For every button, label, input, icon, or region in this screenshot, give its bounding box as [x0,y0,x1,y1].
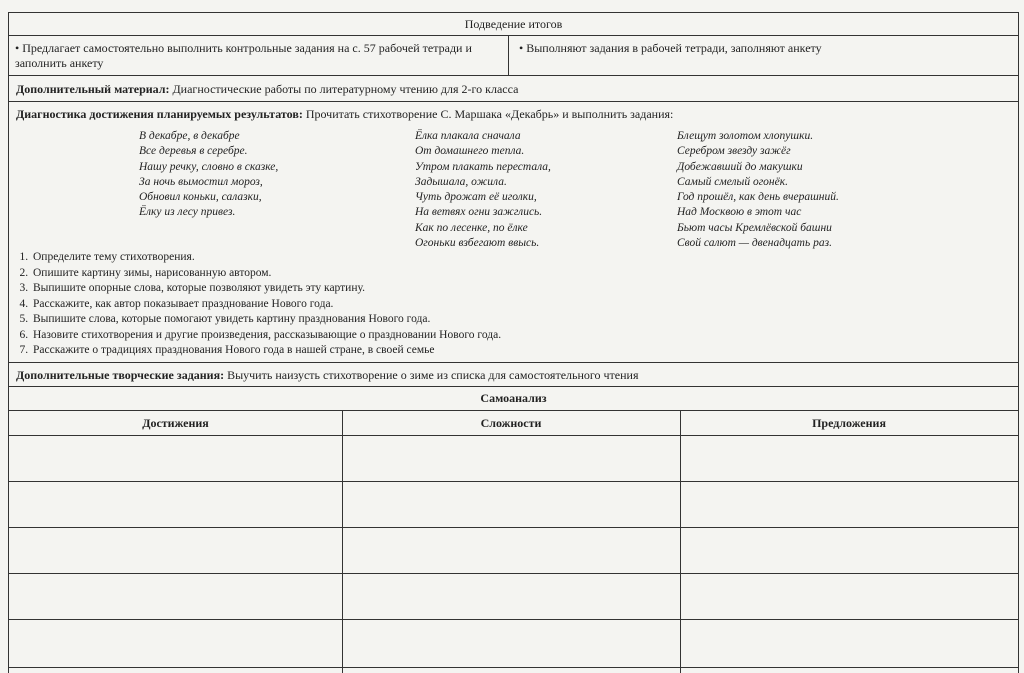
diagnostics-row [8,102,1019,363]
poem-line: Нашу речку, словно в сказке, [139,160,279,173]
poem-line: Обновил коньки, салазки, [139,191,262,204]
poem-line: Ёлку из лесу привез. [139,206,236,219]
poem-line: За ночь вымостил мороз, [139,175,263,188]
poem-column-1 [139,129,278,221]
task-item: 4. Расскажите, как автор показывает празднование Нового года. [31,297,501,313]
poem-line: От домашнего тепла. [415,145,525,158]
self-analysis-title: Самоанализ [480,391,547,405]
table-row-divider [9,667,1018,668]
task-item: 2. Опишите картину зимы, нарисованную автором. [31,266,501,282]
poem-line: Ёлка плакала сначала [415,130,521,142]
lesson-plan-page [8,0,1019,671]
summary-title-row [8,12,1019,36]
teacher-action-text: • Предлагает самостоятельно выполнить контрольные задания на с. 57 рабочей тетради и заполнить анкету [15,41,472,70]
additional-material-text: Диагностические работы по литературному чтению для 2-го класса [169,82,519,96]
table-row-divider [9,573,1018,574]
self-analysis-table [8,411,1019,673]
task-item: 7. Расскажите о традициях празднования Нового года в нашей стране, в своей семье [31,343,501,359]
additional-material-row [8,76,1019,102]
poem-line: Как по лесенке, по ёлке [415,221,528,234]
additional-material-label: Дополнительный материал: [16,82,170,96]
poem-line: Год прошёл, как день вчерашний. [677,191,839,204]
poem-line: Огоньки взбегают ввысь. [415,237,540,250]
poem-line: Над Москвою в этот час [677,206,802,219]
diagnostics-heading [16,107,673,122]
poem-line: Задышала, ожила. [415,175,507,188]
poem-line: На ветвях огни зажглись. [415,206,543,219]
column-divider [342,411,343,673]
column-divider [680,411,681,673]
table-row-divider [9,619,1018,620]
creative-tasks-label: Дополнительные творческие задания: [16,368,225,382]
poem-line: Самый смелый огонёк. [677,175,788,188]
poem-line: Блещут золотом хлопушки. [677,130,814,142]
task-item: 6. Назовите стихотворения и другие произведения, рассказывающие о праздновании Нового года. [31,328,501,344]
column-header-difficulties: Сложности [480,416,542,430]
tasks-list [9,250,501,359]
creative-tasks-text: Выучить наизусть стихотворение о зиме из списка для самостоятельного чтения [224,368,639,382]
poem-column-2 [415,129,551,251]
column-header-suggestions: Предложения [812,416,886,430]
poem-line: Бьют часы Кремлёвской башни [677,221,832,234]
task-item: 1. Определите тему стихотворения. [31,250,501,266]
teacher-action-cell [9,36,509,75]
summary-title: Подведение итогов [464,17,563,31]
task-item: 3. Выпишите опорные слова, которые позволяют увидеть эту картину. [31,281,501,297]
table-row-divider [9,527,1018,528]
student-action-cell [509,36,1018,75]
poem-line: Чуть дрожат её иголки, [415,191,537,204]
poem-line: Утром плакать перестала, [415,160,551,173]
poem-line: Все деревья в серебре. [139,145,248,158]
poem-line: Добежавший до макушки [677,160,803,173]
diagnostics-text: Прочитать стихотворение С. Маршака «Декабрь» и выполнить задания: [302,107,674,121]
diagnostics-label: Диагностика достижения планируемых результатов: [16,107,303,121]
poem-line: В декабре, в декабре [139,130,240,142]
table-row-divider [9,435,1018,436]
column-header-achievements: Достижения [142,416,209,430]
poem-column-3 [677,129,839,251]
creative-tasks-row [8,363,1019,387]
student-action-text: • Выполняют задания в рабочей тетради, заполняют анкету [519,41,822,55]
self-analysis-title-row [8,387,1019,411]
poem-line: Свой салют — двенадцать раз. [677,237,832,250]
table-row-divider [9,481,1018,482]
task-item: 5. Выпишите слова, которые помогают увидеть картину празднования Нового года. [31,312,501,328]
poem-line: Серебром звезду зажёг [677,145,791,158]
summary-actions-row [8,36,1019,76]
